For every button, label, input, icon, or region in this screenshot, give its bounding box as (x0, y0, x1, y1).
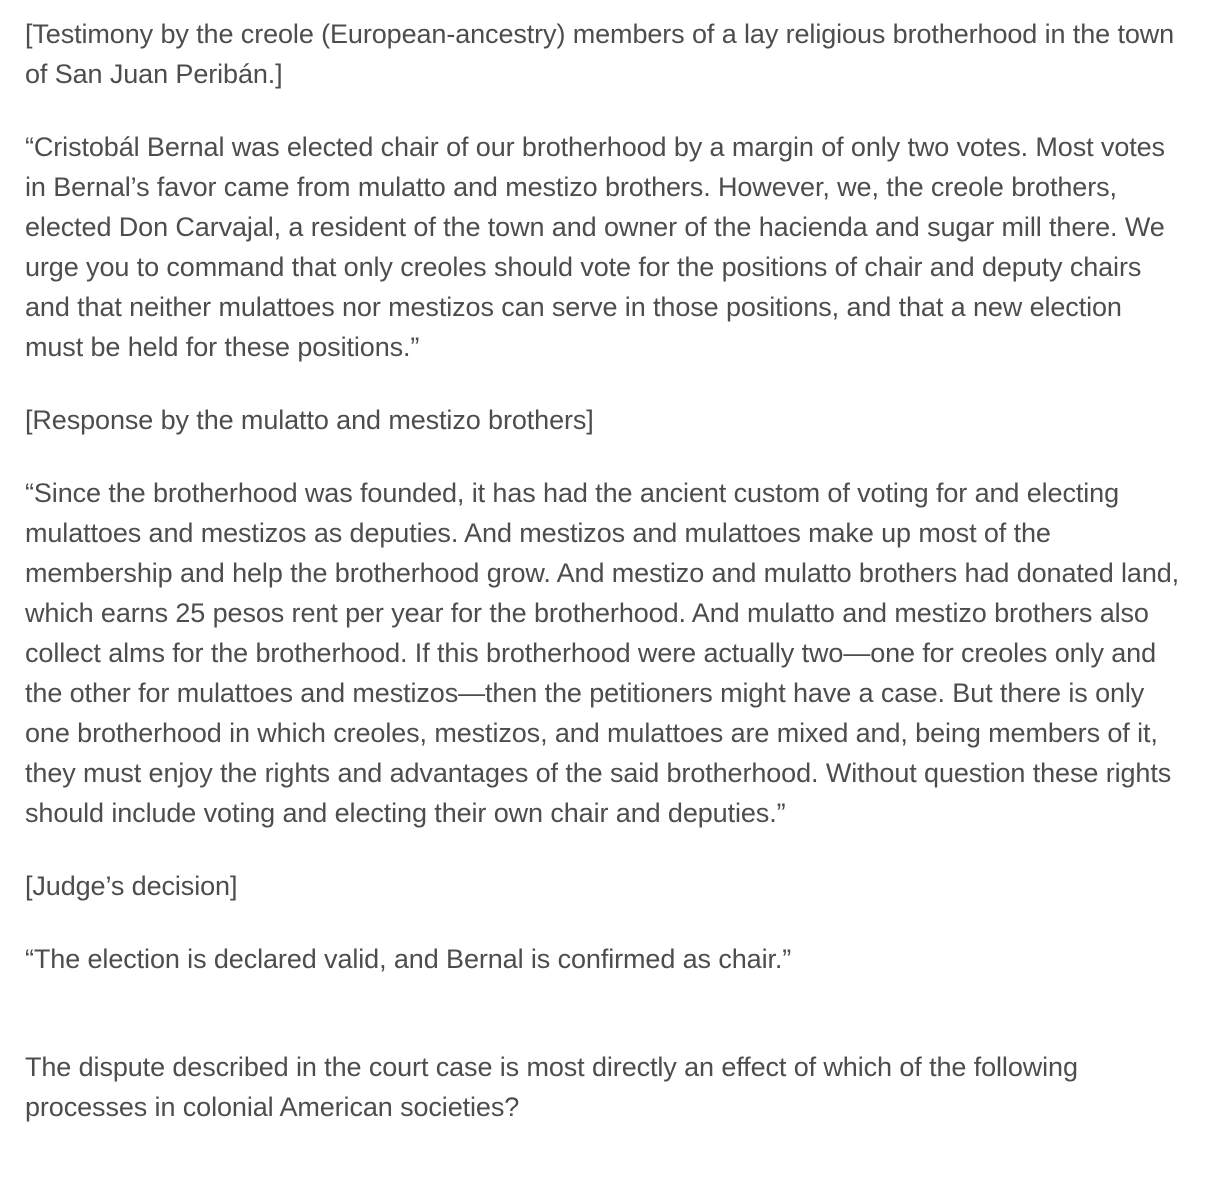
passage-question-divider (25, 979, 1182, 1047)
judge-decision-paragraph: “The election is declared valid, and Bernal is confirmed as chair.” (25, 944, 792, 974)
question-prompt: The dispute described in the court case is most directly an effect of which of the following processes in colonial American societies? (25, 1052, 1086, 1122)
judge-decision-label: [Judge’s decision] (25, 871, 238, 901)
passage-attribution-intro: [Testimony by the creole (European-ancestry) members of a lay religious brotherhood in the town of San Juan Peribán.] (25, 19, 1182, 89)
creole-testimony-paragraph: “Cristobál Bernal was elected chair of our brotherhood by a margin of only two votes. Most votes in Bernal’s favor came from mulatto and mestizo brothers. However, we, the creole brothers, elected Don Carvajal, a resident of the town and owner of the hacienda and sugar mill there. We urge you to command that only creoles should vote for the positions of chair and deputy chairs and that neither mulattoes nor mestizos can serve in those positions, and that a new election must be held for these positions.” (25, 132, 1173, 362)
source-passage (25, 14, 1187, 979)
mulatto-mestizo-response-paragraph: “Since the brotherhood was founded, it has had the ancient custom of voting for and electing mulattoes and mestizos as deputies. And mestizos and mulattoes make up most of the membership and help the brotherhood grow. And mestizo and mulatto brothers had donated land, which earns 25 pesos rent per year for the brotherhood. And mulatto and mestizo brothers also collect alms for the brotherhood. If this brotherhood were actually two—one for creoles only and the other for mulattoes and mestizos—then the petitioners might have a case. But there is only one brotherhood in which creoles, mestizos, and mulattoes are mixed and, being members of it, they must enjoy the rights and advantages of the said brotherhood. Without question these rights should include voting and electing their own chair and deputies.” (25, 478, 1187, 828)
response-label: [Response by the mulatto and mestizo brothers] (25, 405, 594, 435)
